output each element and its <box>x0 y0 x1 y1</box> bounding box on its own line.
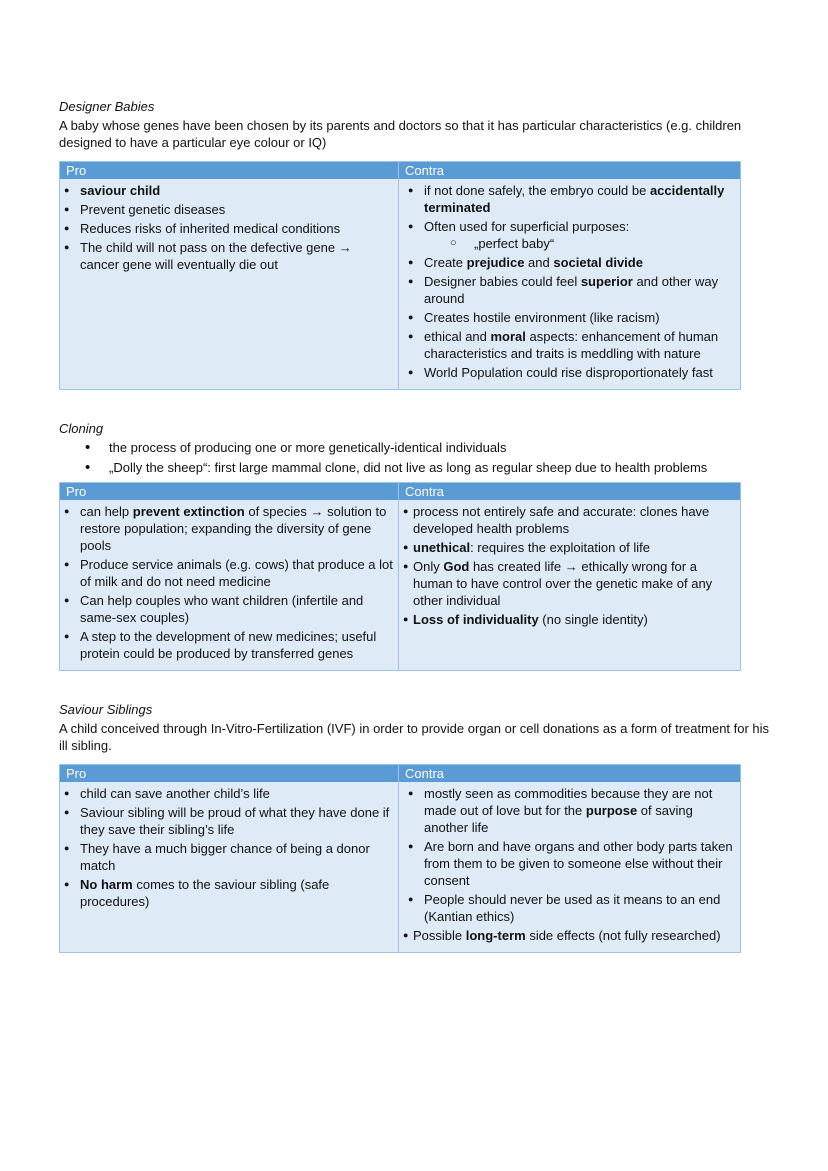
designer-babies-section <box>59 98 781 390</box>
pro-header: Pro <box>60 765 399 783</box>
text: Create <box>424 255 467 270</box>
text: : requires the exploitation of life <box>470 540 651 555</box>
list-item <box>403 558 736 609</box>
list-item: • the process of producing one or more genetically-identical individuals <box>59 439 781 456</box>
text: Often used for superficial purposes: <box>424 219 630 234</box>
bold-text: long-term <box>465 928 526 943</box>
bold-text: No harm <box>80 877 133 892</box>
text: can help <box>80 504 133 519</box>
list-item <box>64 182 394 199</box>
list-item: ● A step to the development of new medicines; useful protein could be produced by transferred genes <box>64 628 394 662</box>
text: of species → solution to restore population; expanding the diversity of gene pools <box>80 504 387 553</box>
list-item <box>403 218 736 252</box>
bold-text: Loss of individuality <box>413 612 539 627</box>
section-intro: A baby whose genes have been chosen by its parents and doctors so that it has particular characteristics (e.g. children designed to have a particular eye colour or IQ) <box>59 118 742 150</box>
contra-cell <box>399 179 741 390</box>
bold-text: unethical <box>413 540 471 555</box>
text: and other way around <box>424 274 719 306</box>
list-item: ● People should never be used as it means to an end (Kantian ethics) <box>403 891 736 925</box>
bold-text: saviour child <box>80 183 161 198</box>
section-intro: A child conceived through In-Vitro-Fertilization (IVF) in order to provide organ or cell donations as a form of treatment for his ill sibling. <box>59 721 770 753</box>
sub-list-item: ○ „perfect baby“ <box>424 235 736 252</box>
text: (no single identity) <box>538 612 648 627</box>
list-item <box>64 503 394 554</box>
list-item <box>403 328 736 362</box>
pro-cell <box>60 179 399 390</box>
list-item <box>403 273 736 307</box>
document-page <box>59 98 781 953</box>
contra-header: Contra <box>399 765 741 783</box>
text: of saving another life <box>424 803 693 835</box>
list-item <box>403 182 736 216</box>
list-item: ● Produce service animals (e.g. cows) that produce a lot of milk and do not need medicine <box>64 556 394 590</box>
list-item: ● Prevent genetic diseases <box>64 201 394 218</box>
list-item: ● The child will not pass on the defective gene → cancer gene will eventually die out <box>64 239 394 273</box>
text: and <box>524 255 554 270</box>
section-title: Saviour Siblings <box>59 702 153 717</box>
text: mostly seen as commodities because they are not made out of love but for the <box>424 786 713 818</box>
list-item: ● They have a much bigger chance of being a donor match <box>64 840 394 874</box>
bullet-list <box>59 439 781 476</box>
bold-text: accidentally terminated <box>424 183 725 215</box>
bold-text: moral <box>490 329 526 344</box>
text: comes to the saviour sibling (safe procedures) <box>80 877 330 909</box>
list-item: ● Are born and have organs and other body parts taken from them to be given to someone else without their consent <box>403 838 736 889</box>
text: Designer babies could feel <box>424 274 581 289</box>
contra-header: Contra <box>399 483 741 501</box>
section-title: Cloning <box>59 421 104 436</box>
section-title: Designer Babies <box>59 99 155 114</box>
bold-text: prevent extinction <box>132 504 245 519</box>
list-item: ● process not entirely safe and accurate: clones have developed health problems <box>403 503 736 537</box>
list-item: ● Creates hostile environment (like racism) <box>403 309 736 326</box>
bold-text: superior <box>580 274 633 289</box>
list-item: ● child can save another child’s life <box>64 785 394 802</box>
list-item: ● Reduces risks of inherited medical conditions <box>64 220 394 237</box>
text: ethical and <box>424 329 491 344</box>
bold-text: purpose <box>585 803 638 818</box>
list-item: ● Can help couples who want children (infertile and same-sex couples) <box>64 592 394 626</box>
list-item: • „Dolly the sheep“: first large mammal clone, did not live as long as regular sheep due to health problems <box>59 459 781 476</box>
pro-cell <box>60 500 399 671</box>
text: if not done safely, the embryo could be <box>424 183 650 198</box>
list-item <box>403 785 736 836</box>
text: Only <box>413 559 444 574</box>
list-item <box>64 876 394 910</box>
list-item <box>403 254 736 271</box>
cloning-section <box>59 420 781 671</box>
contra-cell <box>399 782 741 953</box>
text: side effects (not fully researched) <box>525 928 721 943</box>
list-item: ● Saviour sibling will be proud of what they have done if they save their sibling’s life <box>64 804 394 838</box>
bold-text: prejudice <box>466 255 525 270</box>
saviour-siblings-section <box>59 701 781 953</box>
contra-header: Contra <box>399 162 741 180</box>
pro-contra-table <box>59 764 741 953</box>
text: aspects: enhancement of human characteristics and traits is meddling with nature <box>424 329 719 361</box>
pro-header: Pro <box>60 162 399 180</box>
pro-cell <box>60 782 399 953</box>
contra-cell <box>399 500 741 671</box>
list-item <box>403 611 736 628</box>
bold-text: societal divide <box>553 255 643 270</box>
pro-contra-table <box>59 482 741 671</box>
pro-header: Pro <box>60 483 399 501</box>
text: has created life → ethically wrong for a human to have control over the genetic make of any other individual <box>413 559 713 608</box>
list-item <box>403 927 736 944</box>
list-item: ● World Population could rise disproportionately fast <box>403 364 736 381</box>
text: Possible <box>413 928 466 943</box>
pro-contra-table <box>59 161 741 390</box>
list-item <box>403 539 736 556</box>
bold-text: God <box>443 559 470 574</box>
